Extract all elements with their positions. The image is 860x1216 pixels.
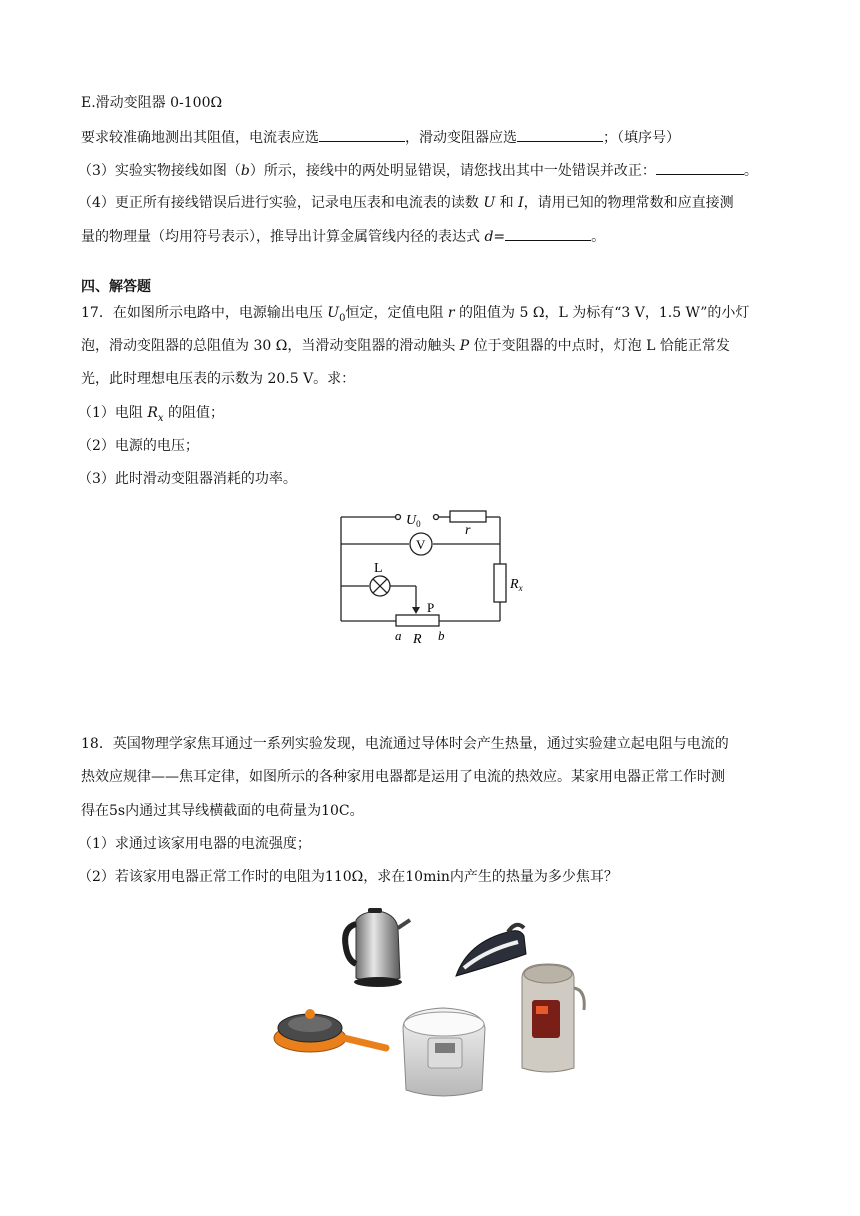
- option-e: E.滑动变阻器 0-100Ω: [81, 95, 223, 111]
- q17-sub2: （2）电源的电压；: [78, 438, 199, 454]
- q16-sub4: （4）更正所有接线错误后进行实验，记录电压表和电流表的读数 U 和 I，请用已知的物理常数和应直接测: [78, 195, 734, 211]
- resistor-rx: [494, 564, 506, 602]
- voltmeter-label: V: [416, 537, 426, 552]
- source-terminal-right: [434, 515, 439, 520]
- electric-pan-icon: [274, 1009, 386, 1052]
- rheostat: [396, 615, 439, 626]
- q16-sub4-cont: 量的物理量（均用符号表示），推导出计算金属管线内径的表达式 d= 。: [81, 226, 605, 247]
- label-R: R: [413, 632, 422, 647]
- q17-sub3: （3）此时滑动变阻器消耗的功率。: [78, 471, 297, 487]
- label-b: b: [438, 628, 445, 643]
- q17-line-1: 17．在如图所示电路中，电源输出电压 $U_0$恒定，定值电阻 r 的阻值为 5 Ω，L 为标有“3 V，1.5 W”的小灯: [81, 305, 750, 324]
- answer-blank-d[interactable]: [505, 226, 591, 241]
- source-terminal-left: [396, 515, 401, 520]
- label-rx: $R_x$: [510, 577, 523, 593]
- section-title: 四、解答题: [81, 279, 151, 295]
- resistor-r: [450, 511, 486, 522]
- label-a: a: [395, 628, 402, 643]
- q18-sub2: （2）若该家用电器正常工作时的电阻为110Ω，求在10min内产生的热量为多少焦耳？: [78, 869, 618, 885]
- q17-line-3: 光，此时理想电压表的示数为 20.5 V。求：: [81, 371, 356, 387]
- q18-line-1: 18．英国物理学家焦耳通过一系列实验发现，电流通过导体时会产生热量，通过实验建立起电阻与电流的: [81, 736, 729, 752]
- answer-blank-error[interactable]: [656, 160, 744, 175]
- label-lamp: L: [374, 561, 383, 576]
- q18-line-3: 得在5s内通过其导线横截面的电荷量为10C。: [81, 803, 364, 819]
- iron-icon: [456, 925, 526, 976]
- rice-cooker-icon: [403, 1008, 485, 1096]
- q16-sub3: （3）实验实物接线如图（b）所示，接线中的两处明显错误，请您找出其中一处错误并改正： 。: [78, 160, 758, 181]
- slider-arrow-icon: [412, 607, 420, 614]
- q18-line-2: 热效应规律——焦耳定律，如图所示的各种家用电器都是运用了电流的热效应。某家用电器正常工作时测: [81, 769, 725, 785]
- answer-blank-ammeter[interactable]: [319, 127, 405, 142]
- appliances-illustration: [268, 898, 598, 1113]
- answer-blank-rheostat[interactable]: [517, 127, 603, 142]
- q16-line-2: 要求较准确地测出其阻值，电流表应选 ，滑动变阻器应选 ；（填序号）: [81, 127, 680, 148]
- q17-sub1: （1）电阻 $R_x$ 的阻值；: [78, 405, 224, 424]
- label-r: r: [465, 523, 471, 538]
- q18-sub1: （1）求通过该家用电器的电流强度；: [78, 836, 311, 852]
- q17-line-2: 泡，滑动变阻器的总阻值为 30 Ω，当滑动变阻器的滑动触头 P 位于变阻器的中点时，灯泡 L 恰能正常发: [81, 338, 730, 354]
- label-u0: $U_0$: [406, 513, 421, 529]
- circuit-diagram: [320, 500, 540, 650]
- label-p: P: [427, 600, 435, 615]
- thermo-pot-icon: [522, 964, 584, 1072]
- kettle-icon: [345, 908, 410, 987]
